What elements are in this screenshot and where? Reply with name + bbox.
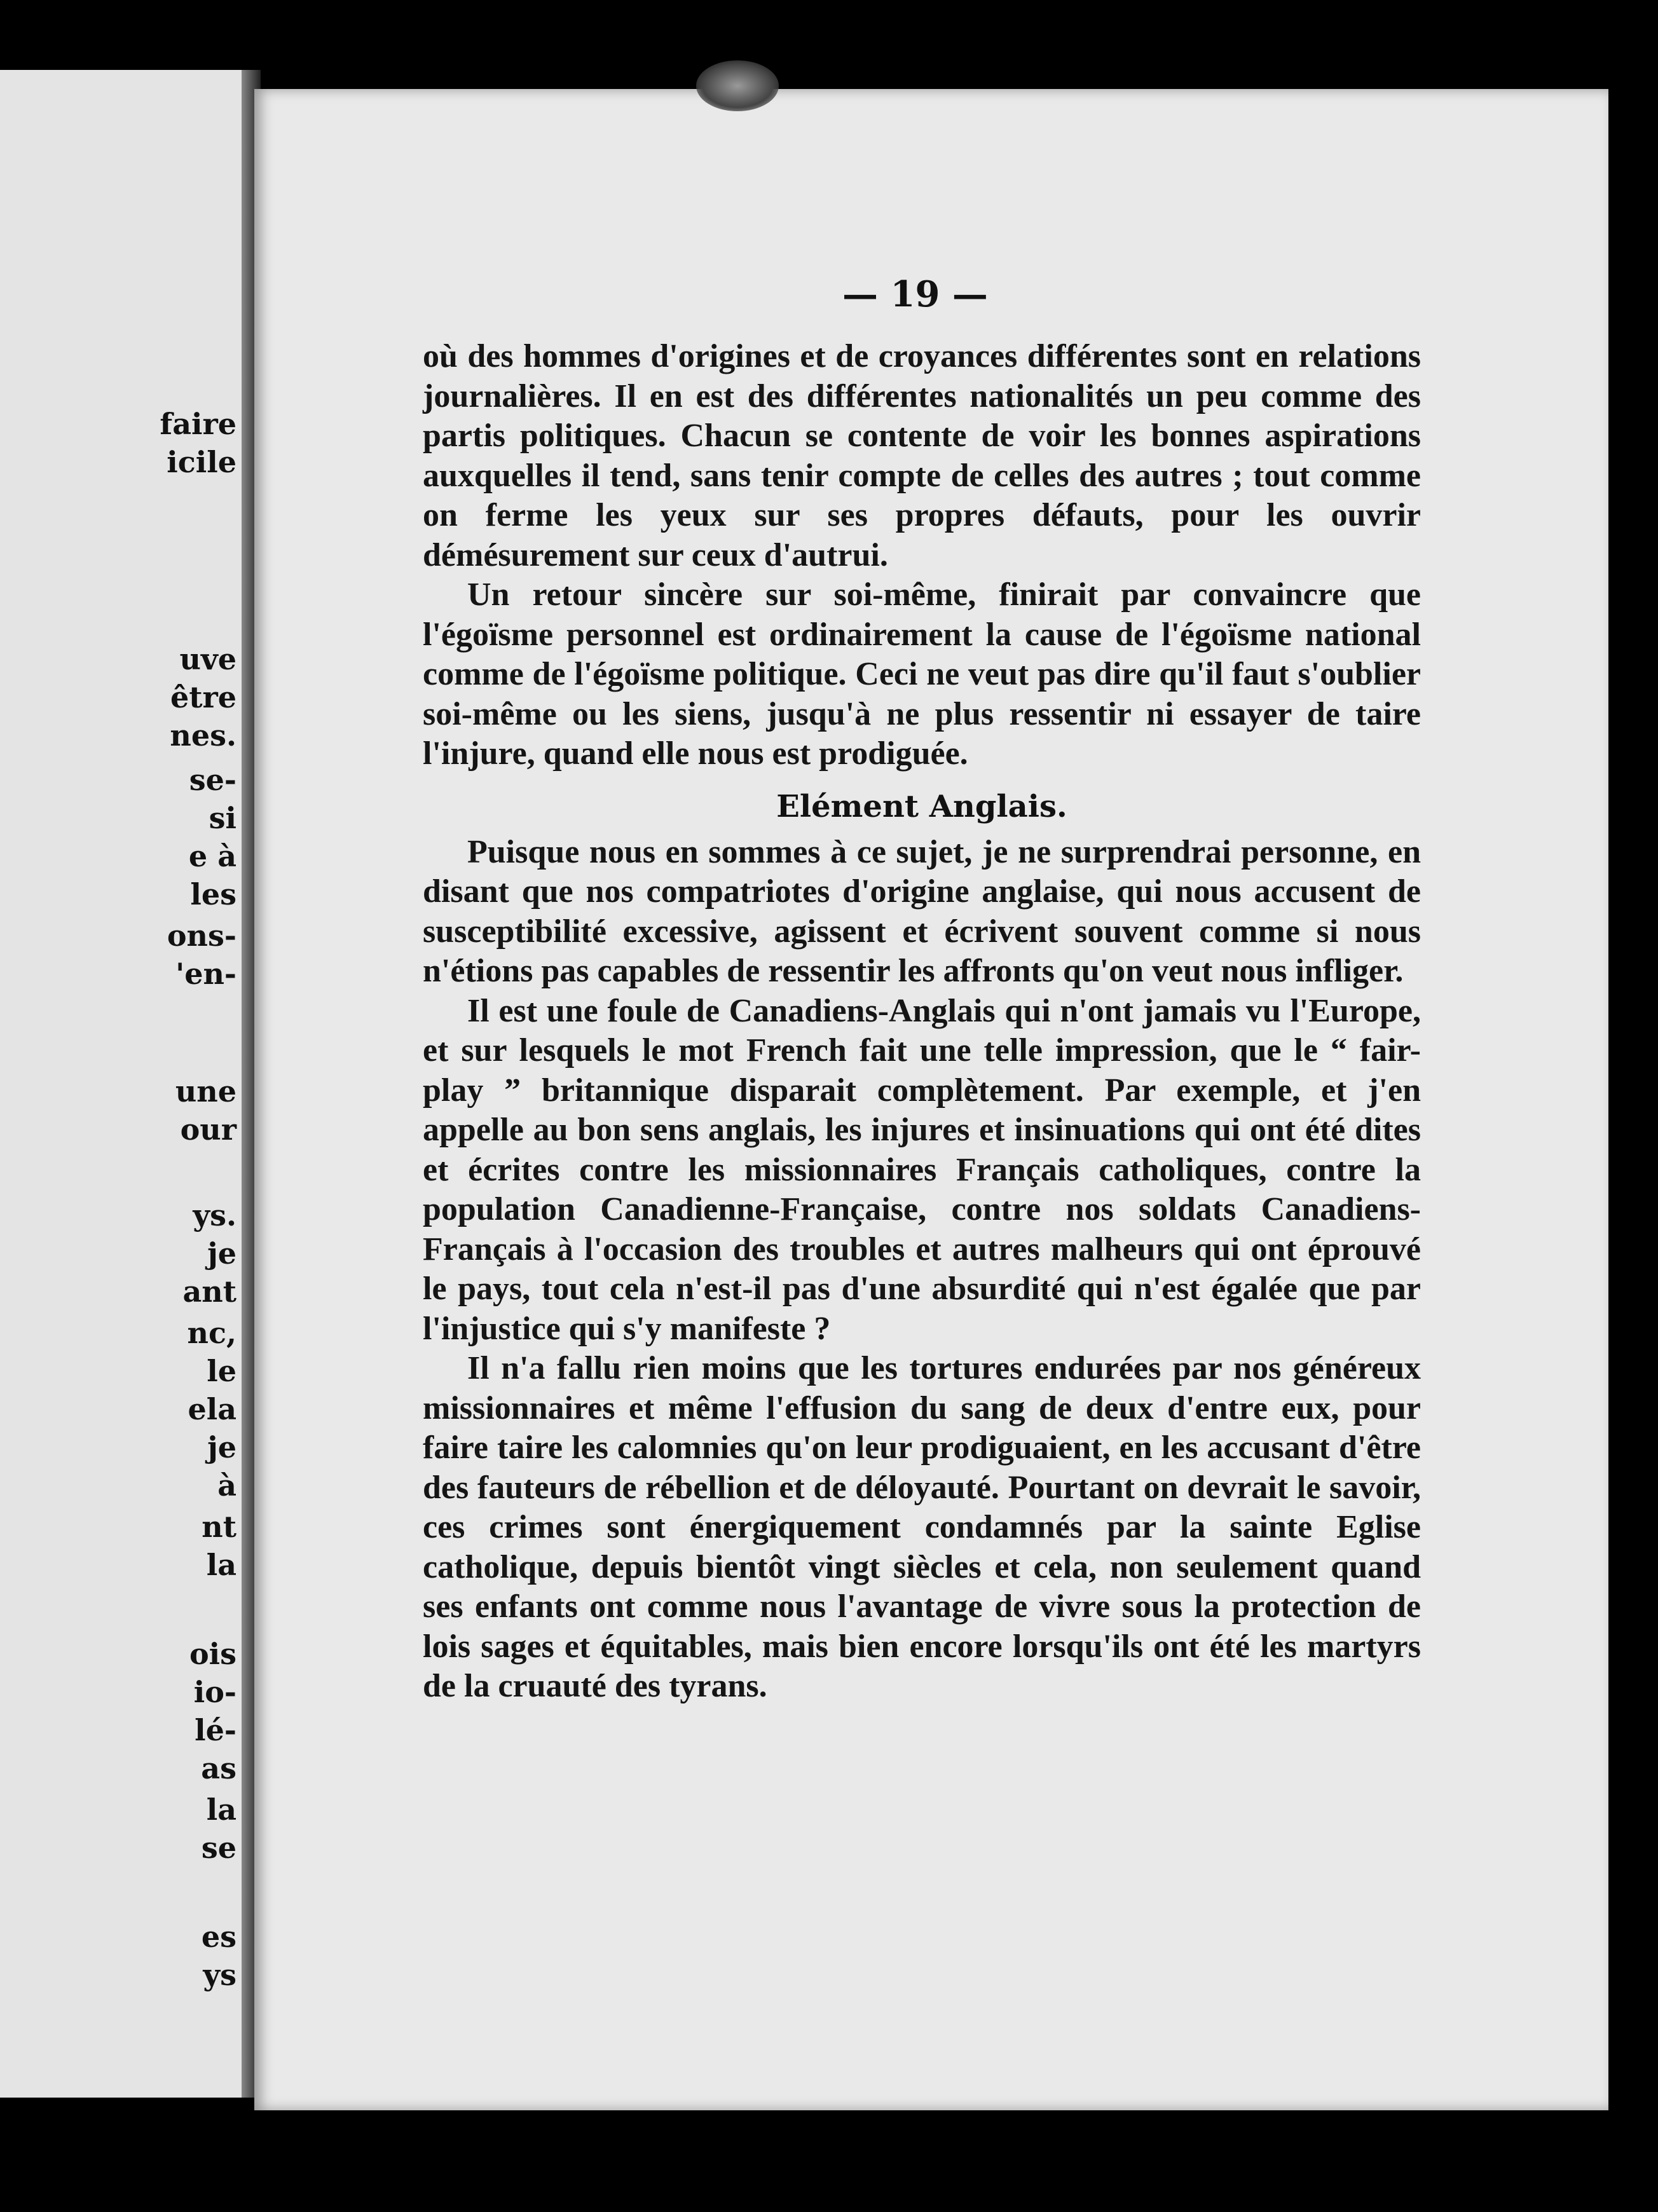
left-page-fragment: ons- xyxy=(167,918,236,953)
left-page-fragment: io- xyxy=(193,1675,236,1709)
paragraph-1: où des hommes d'origines et de croyances différentes sont en relations journalières. Il en est des différentes nationalités un peu comme des partis politiques. Chacun se contente de voir les bonnes aspirations auxquelles il tend, sans tenir compte de celles des autres ; tout comme on ferme les yeux sur ses propres défauts, pour les ouvrir démésurement sur ceux d'autrui. xyxy=(423,338,1421,573)
section-heading: Elément Anglais. xyxy=(776,788,1067,824)
left-page-fragment: our xyxy=(180,1112,236,1147)
left-page-fragment: la xyxy=(206,1792,236,1827)
left-page-fragment: une xyxy=(175,1074,236,1109)
left-page-fragment: icile xyxy=(167,445,236,479)
left-page-fragment: 'en- xyxy=(175,957,236,991)
left-page-fragment: ois xyxy=(189,1637,236,1671)
left-page-fragment: je xyxy=(207,1430,236,1464)
left-page-fragment: nt xyxy=(202,1510,236,1544)
paper-stain xyxy=(696,60,779,111)
left-page-fragment: je xyxy=(207,1236,236,1271)
paragraph-3: Puisque nous en sommes à ce sujet, je ne surprendrai personne, en disant que nos compatriotes d'origine anglaise, qui nous accusent de susceptibilité excessive, agissent et écrivent souvent comme si nous n'étions pas capables de ressentir les affronts qu'on veut nous infliger. xyxy=(423,833,1421,989)
left-page-fragment: e à xyxy=(188,839,236,873)
left-page-fragment: nes. xyxy=(170,718,236,753)
left-page-fragment: ant xyxy=(182,1274,236,1309)
left-page-fragment: être xyxy=(170,680,236,714)
paragraph-2: Un retour sincère sur soi-même, finirait par convaincre que l'égoïsme personnel est ordinairement la cause de l'égoïsme national comme de l'égoïsme politique. Ceci ne veut pas dire qu'il faut s'oublier soi-même ou les siens, jusqu'à ne plus ressentir ni essayer de taire l'injure, quand elle nous est prodiguée. xyxy=(423,577,1421,772)
left-page-fragment: ys xyxy=(203,1958,236,1992)
left-page-fragment: as xyxy=(201,1751,236,1785)
page-number: — 19 — xyxy=(842,273,988,315)
left-page-fragment: se xyxy=(201,1831,236,1865)
left-page-fragment: la xyxy=(206,1548,236,1582)
left-page-fragment: nc, xyxy=(187,1316,236,1350)
left-page-fragment: les xyxy=(190,877,236,911)
left-page-fragment: à xyxy=(217,1468,236,1503)
page-body xyxy=(423,337,1421,1707)
left-page-fragment: ela xyxy=(188,1392,236,1426)
left-page-fragment: ys. xyxy=(193,1198,236,1232)
left-page-fragment: si xyxy=(209,801,236,835)
left-page-fragment: es xyxy=(201,1920,236,1954)
left-page-fragment: le xyxy=(207,1354,236,1388)
paragraph-5: Il n'a fallu rien moins que les tortures endurées par nos généreux missionnaires et même l'effusion du sang de deux d'entre eux, pour faire taire les calomnies qu'on leur prodiguaient, en les accusant d'être des fauteurs de rébellion et de déloyauté. Pourtant on devrait le savoir, ces crimes sont énergiquement condamnés par la sainte Eglise catholique, depuis bientôt vingt siècles et cela, non seulement quand ses enfants ont comme nous l'avantage de vivre sous la protection de lois sages et équitables, mais bien encore lorsqu'ils ont été les martyrs de la cruauté des tyrans. xyxy=(423,1350,1421,1704)
left-page xyxy=(0,70,254,2098)
left-page-fragment: se- xyxy=(189,763,236,797)
left-page-fragment: uve xyxy=(179,642,236,676)
paragraph-4: Il est une foule de Canadiens-Anglais qui n'ont jamais vu l'Europe, et sur lesquels le mot French fait une telle impression, que le “ fair-play ” britannique disparait complètement. Par exemple, et j'en appelle au bon sens anglais, les injures et insinuations qui ont été dites et écrites contre les missionnaires Français catholiques, contre la population Canadienne-Française, contre nos soldats Canadiens-Français à l'occasion des troubles et autres malheurs qui ont éprouvé le pays, tout cela n'est-il pas d'une absurdité qui n'est égalée que par l'injustice qui s'y manifeste ? xyxy=(423,992,1421,1347)
left-page-fragment: lé- xyxy=(195,1713,236,1747)
left-page-fragment: faire xyxy=(160,407,236,441)
